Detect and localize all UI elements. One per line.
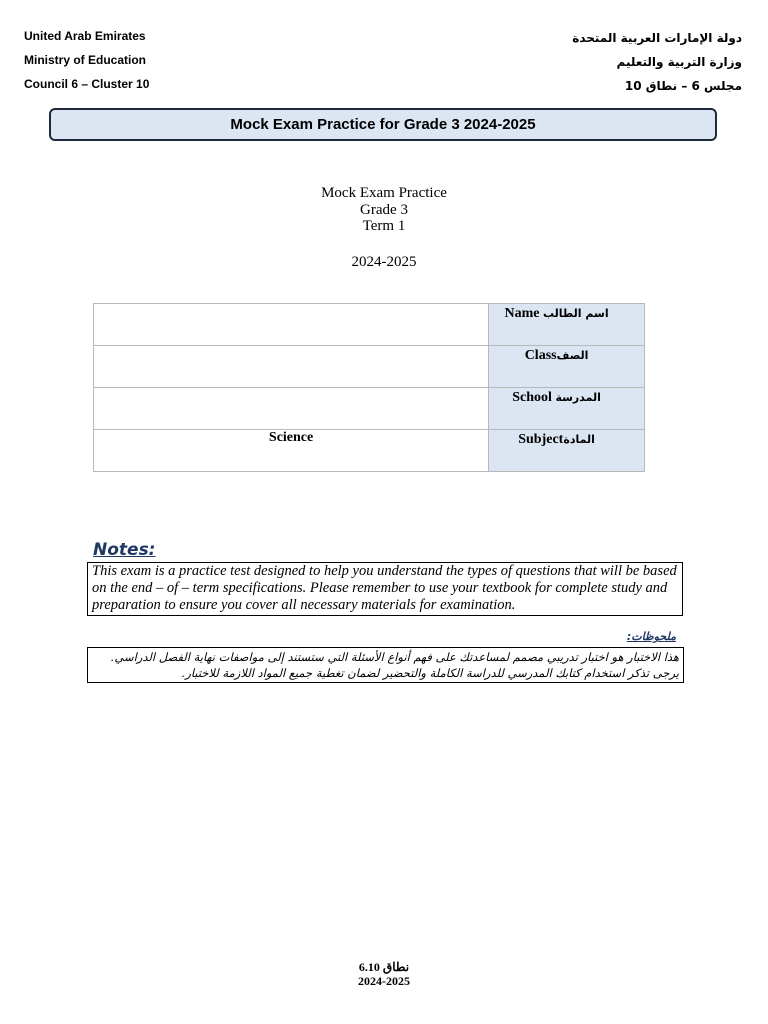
name-field[interactable] [94, 304, 489, 346]
header-right-arabic [572, 26, 742, 98]
class-label-ar: الصف [556, 349, 589, 362]
footer-year: 2024-2025 [358, 974, 410, 988]
school-field[interactable] [94, 388, 489, 430]
country-name-ar: دولة الإمارات العربية المتحدة [572, 31, 742, 45]
student-info-table [93, 303, 645, 472]
table-row [94, 430, 645, 472]
header-left [24, 24, 149, 96]
class-label: Class [524, 348, 557, 363]
council-cluster: Council 6 – Cluster 10 [24, 77, 150, 91]
class-field[interactable] [94, 346, 489, 388]
table-row [94, 388, 645, 430]
grade: Grade 3 [360, 201, 408, 218]
footer [0, 960, 768, 988]
subject-field[interactable]: Science [94, 430, 489, 472]
school-label-ar: المدرسة [555, 391, 601, 404]
name-label: Name [504, 306, 540, 321]
footer-cluster: نطاق 6.10 [358, 960, 410, 974]
name-label-cell [489, 304, 645, 346]
ministry-name-ar: وزارة التربية والتعليم [616, 55, 742, 69]
country-name: United Arab Emirates [24, 29, 146, 43]
name-label-ar: اسم الطالب [543, 307, 609, 320]
title-banner: Mock Exam Practice for Grade 3 2024-2025 [49, 108, 717, 141]
table-row [94, 346, 645, 388]
subject-label-ar: المادة [563, 433, 595, 446]
class-label-cell [489, 346, 645, 388]
notes-text-ar: هذا الاختبار هو اختبار تدريبي مصمم لمساعدتك على فهم أنواع الأسئلة التي ستستند إلى مواصفات نهاية الفصل الدراسي. يرجى تذكر استخدام كتابك المدرسي للدراسة الكاملة والتحضير لضمان تغطية جميع المواد اللازمة للاختبار. [87, 647, 684, 683]
academic-year: 2024-2025 [351, 254, 417, 270]
subject-label-cell [489, 430, 645, 472]
term: Term 1 [362, 218, 406, 234]
notes-title-ar: ملحوظات: [626, 630, 676, 643]
school-label: School [512, 390, 552, 405]
ministry-name: Ministry of Education [24, 53, 147, 67]
council-cluster-ar: مجلس 6 – نطاق 10 [624, 79, 742, 93]
cover-info [0, 185, 768, 235]
subject-label: Subject [518, 432, 564, 447]
table-row [94, 304, 645, 346]
school-label-cell [489, 388, 645, 430]
notes-title: Notes: [93, 540, 156, 560]
notes-text: This exam is a practice test designed to help you understand the types of questions that will be based on the end – of – term specifications. Please remember to use your textbook for complete study and preparation to ensure you cover all necessary materials for examination. [87, 562, 683, 616]
exam-type: Mock Exam Practice [321, 185, 447, 201]
